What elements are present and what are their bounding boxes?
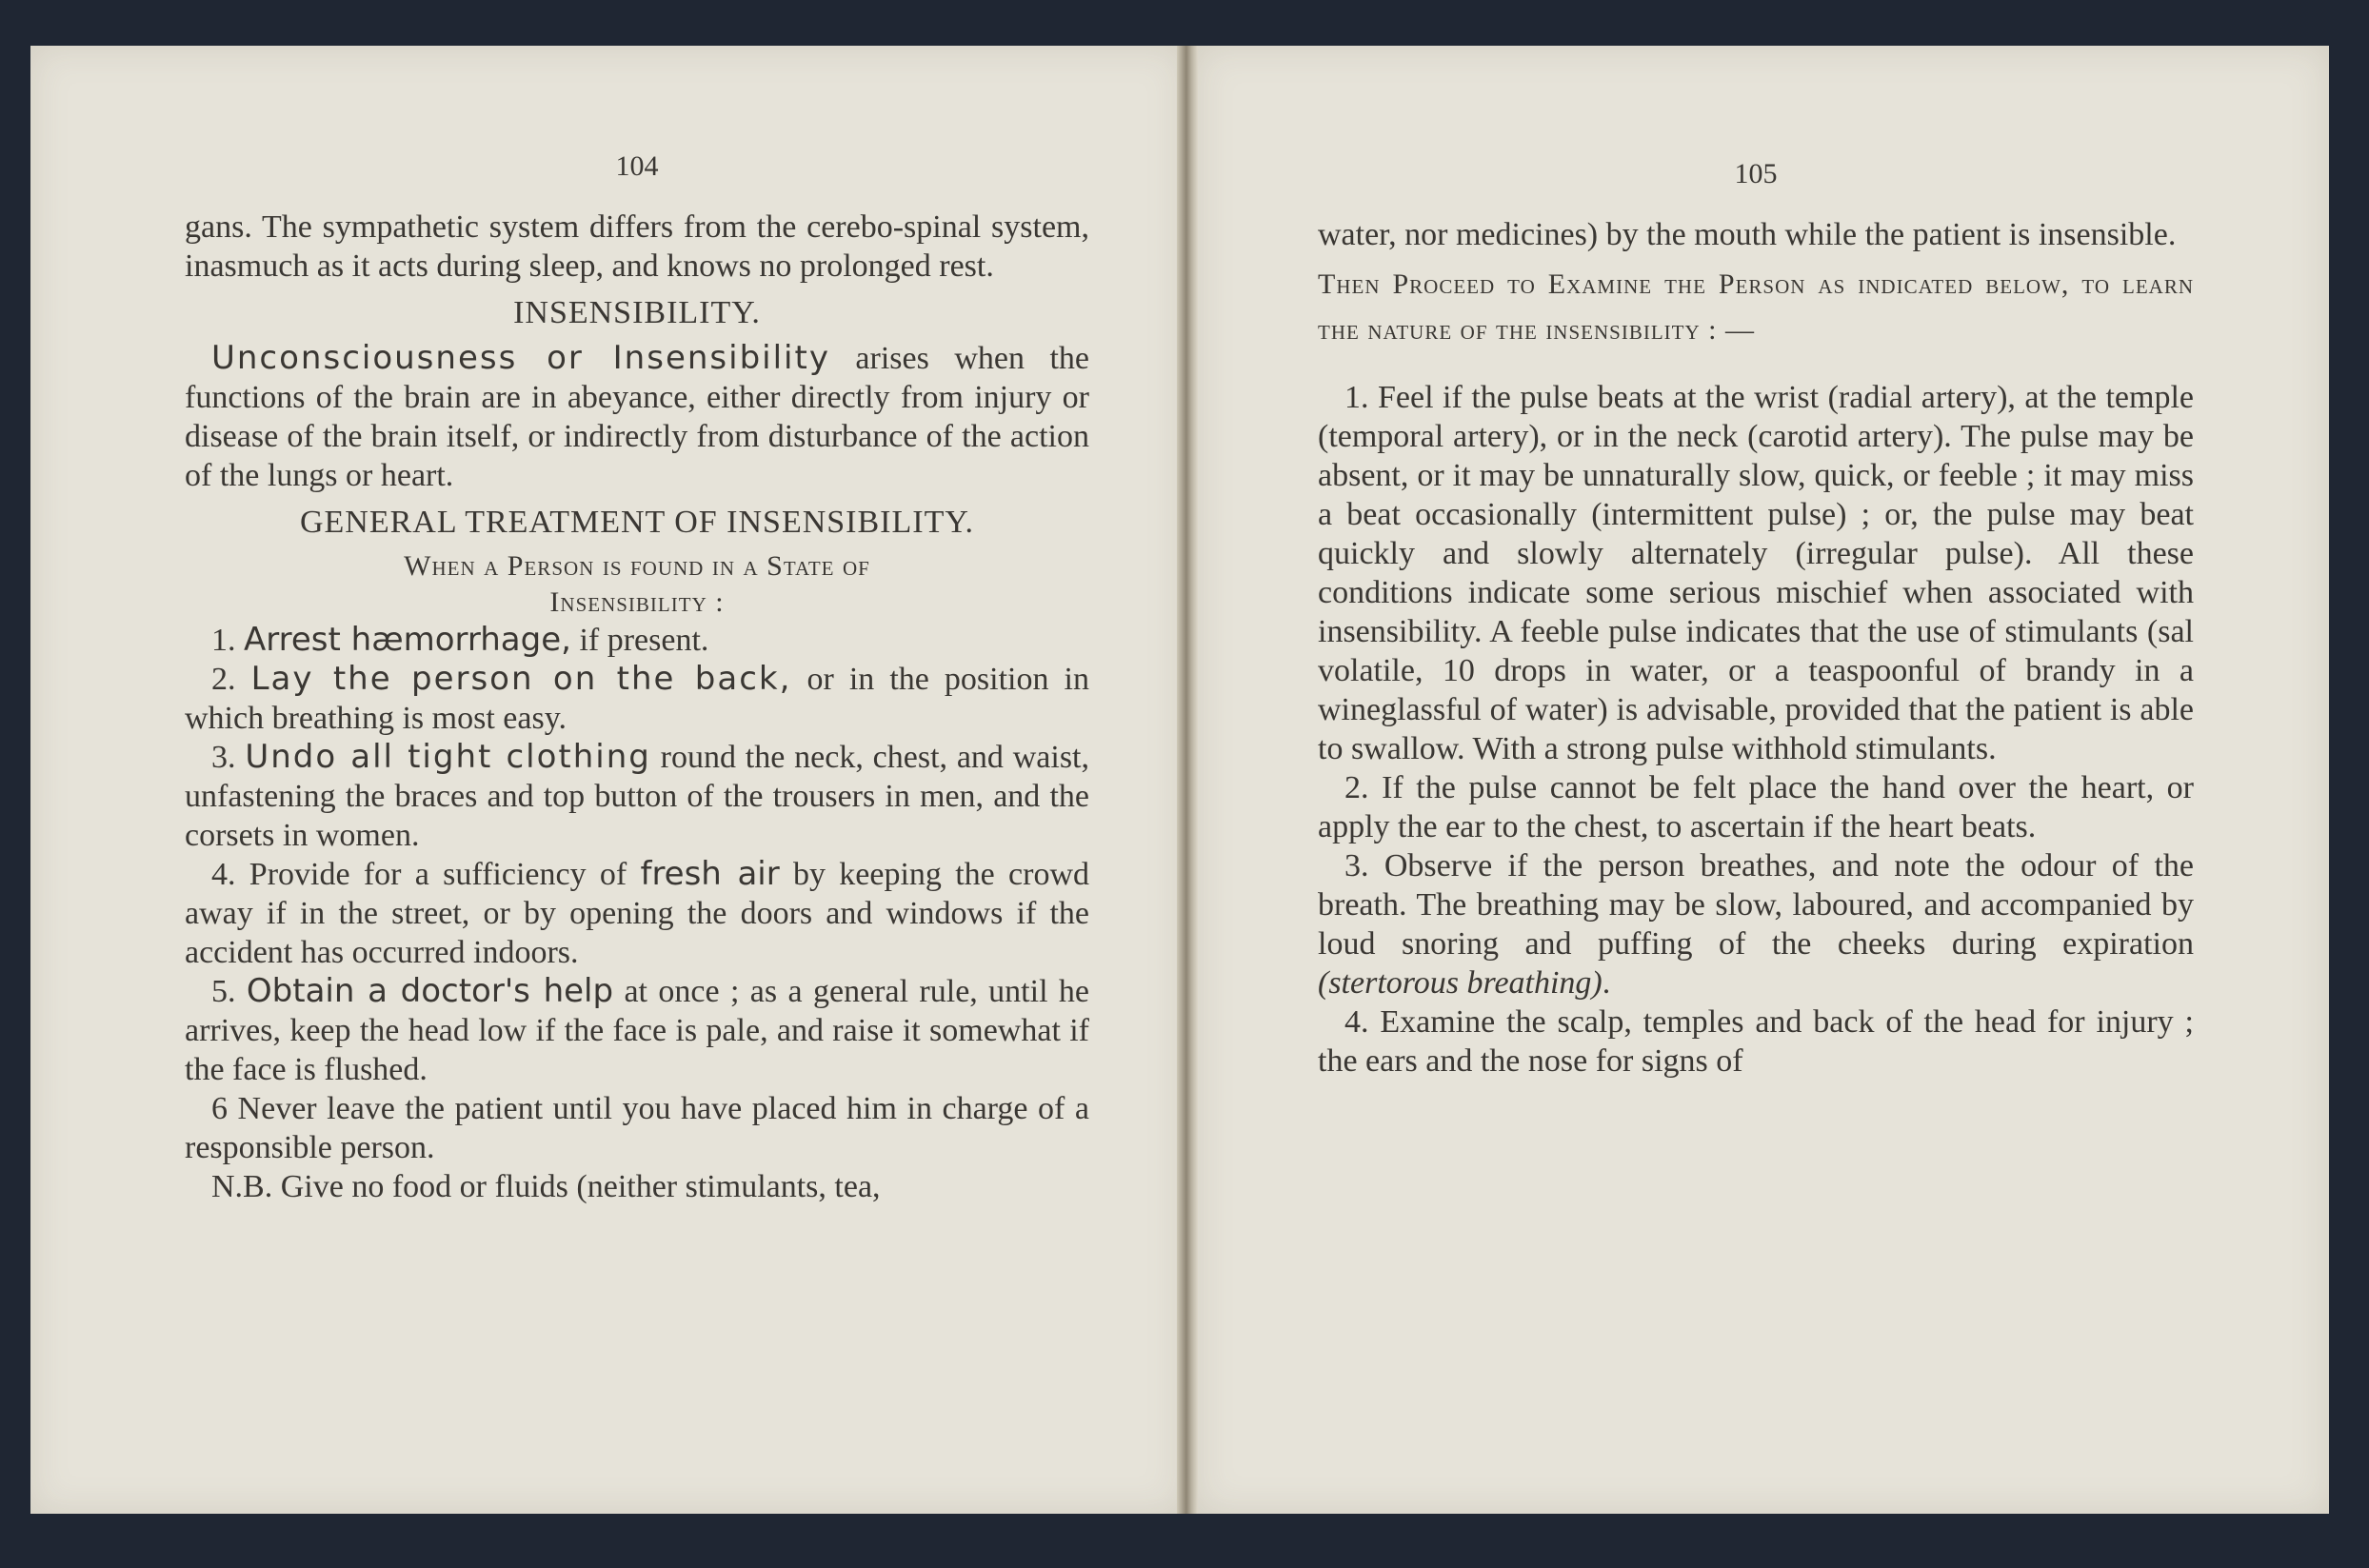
treatment-item-5 — [185, 972, 1089, 1089]
item-number: 3. — [211, 740, 246, 775]
item-bold: Arrest hæmorrhage, — [244, 621, 571, 659]
definition-paragraph — [185, 339, 1089, 495]
exam-item-2: 2. If the pulse cannot be felt place the hand over the heart, or apply the ear to the chest, to ascertain if the heart beats. — [1318, 770, 2194, 844]
page-number-left: 104 — [615, 150, 659, 182]
nota-bene: N.B. Give no food or fluids (neither stimulants, tea, — [211, 1169, 881, 1204]
item-number: 1. — [211, 623, 244, 658]
heading-insensibility: INSENSIBILITY. — [513, 295, 761, 330]
treatment-item-1 — [185, 621, 1089, 660]
right-page-text — [1318, 158, 2194, 1081]
item-italic: (stertorous breathing) — [1318, 965, 1603, 1001]
treatment-item-3 — [185, 738, 1089, 855]
item-bold: fresh air — [640, 855, 780, 893]
item-bold: Obtain a doctor's help — [246, 972, 614, 1010]
left-page-text — [185, 150, 1089, 1206]
intro-paragraph: gans. The sympathetic system differs from the cerebo-spinal system, inasmuch as it acts during sleep, and knows no prolonged rest. — [185, 209, 1089, 284]
heading-general-treatment: GENERAL TREATMENT OF INSENSIBILITY. — [299, 505, 975, 540]
book-gutter — [1177, 46, 1198, 1514]
definition-lead: Unconsciousness or Insensibility — [211, 339, 830, 377]
exam-item-4: 4. Examine the scalp, temples and back of the head for injury ; the ears and the nose for signs of — [1318, 1004, 2194, 1079]
item-number: 2. — [211, 662, 251, 697]
item-bold: Lay the person on the back, — [250, 660, 792, 698]
exam-item-3 — [1318, 846, 2194, 1002]
item-text: at once ; as a general rule, until he arrives, keep the head low if the face is pale, and raise it somewhat if the face is flushed. — [185, 974, 1089, 1087]
treatment-item-4 — [185, 855, 1089, 972]
item-text: if present. — [570, 623, 709, 658]
treatment-item-2 — [185, 660, 1089, 738]
item-bold: Undo all tight clothing — [245, 738, 651, 776]
item-number: 5. — [211, 974, 247, 1009]
exam-item-1: 1. Feel if the pulse beats at the wrist (radial artery), at the temple (temporal artery), or in the neck (carotid artery). The pulse may be absent, or it may be unnaturally slow, quick, or feeble ; it may miss a beat occasionally (intermittent pulse) ; or, the pulse may beat quickly and slowly alternately (irregular pulse). All these conditions indicate some serious mischief when associated with insensibility. A feeble pulse indicates that the use of stimulants (sal volatile, 10 drops in water, or a teaspoonful of brandy in a wineglassful of water) is advisable, provided that the patient is able to swallow. With a strong pulse withhold stimulants. — [1318, 380, 2194, 766]
definition-rest: arises when the functions of the brain are in abeyance, either directly from injury or disease of the brain itself, or indirectly from disturbance of the action of the lungs or heart. — [185, 341, 1089, 493]
subheading-line2: Insensibility : — [549, 586, 725, 618]
item-text-end: . — [1602, 965, 1611, 1001]
item-text: 3. Observe if the person breathes, and note the odour of the breath. The breathing may be slow, laboured, and accompanied by loud snoring and puffing of the cheeks during expiration — [1318, 848, 2194, 962]
continuation-paragraph: water, nor medicines) by the mouth while the patient is insensible. — [1318, 217, 2177, 252]
examine-heading: Then Proceed to Examine the Person as indicated below, to learn the nature of the insensibility : — — [1318, 268, 2194, 346]
item-text: 4. Provide for a sufficiency of — [211, 857, 641, 892]
item-text: or in the position in which breathing is most easy. — [185, 662, 1089, 736]
item-text: round the neck, chest, and waist, unfastening the braces and top button of the trousers in men, and the corsets in women. — [185, 740, 1089, 853]
item-text: by keeping the crowd away if in the street, or by opening the doors and windows if the accident has occurred indoors. — [185, 857, 1089, 970]
treatment-item-6: 6 Never leave the patient until you have placed him in charge of a responsible person. — [185, 1091, 1089, 1165]
subheading-line1: When a Person is found in a State of — [404, 550, 870, 582]
page-number-right: 105 — [1734, 158, 1778, 189]
